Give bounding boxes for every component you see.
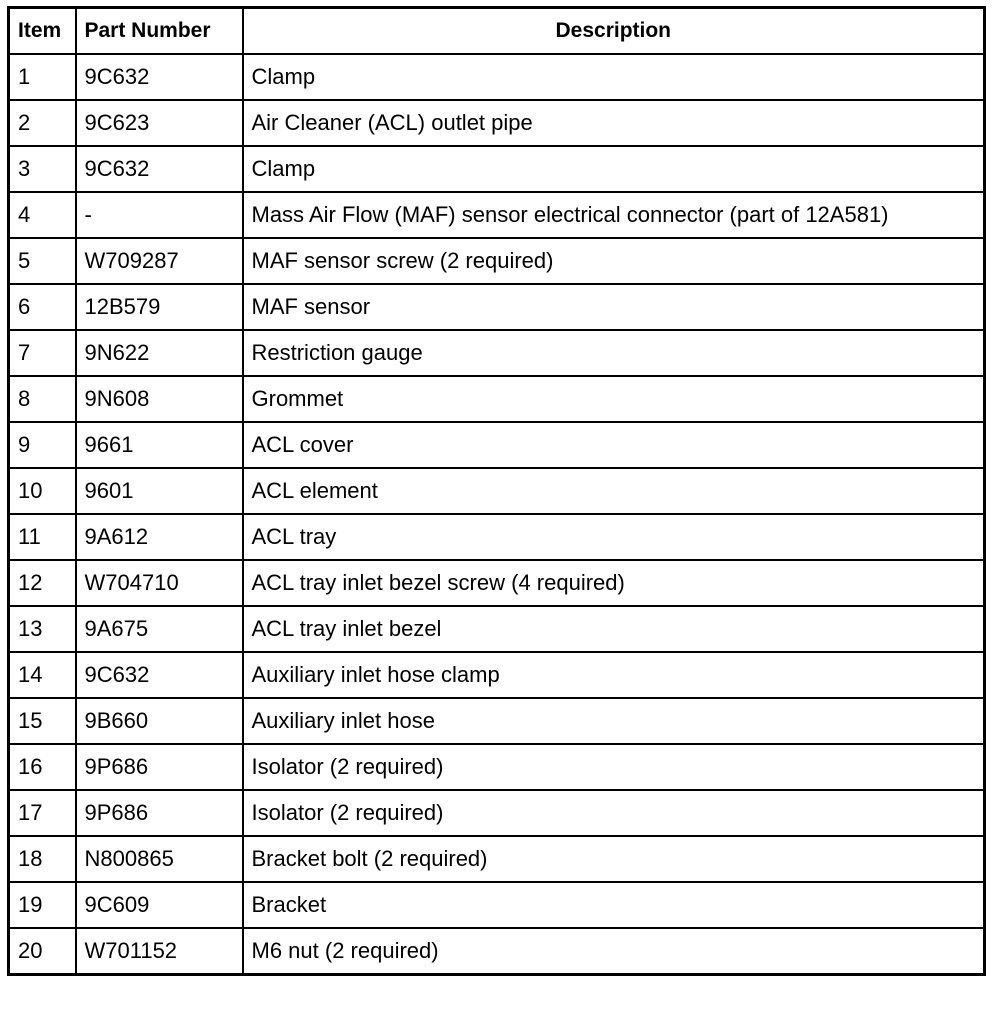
description-cell: Bracket <box>243 882 985 928</box>
description-cell: M6 nut (2 required) <box>243 928 985 975</box>
part-number-cell: 9A675 <box>76 606 243 652</box>
part-number-cell: 9C609 <box>76 882 243 928</box>
description-cell: Auxiliary inlet hose clamp <box>243 652 985 698</box>
part-number-cell: 9C632 <box>76 146 243 192</box>
item-cell: 16 <box>9 744 76 790</box>
table-row <box>9 468 985 514</box>
description-cell: Bracket bolt (2 required) <box>243 836 985 882</box>
description-cell: MAF sensor screw (2 required) <box>243 238 985 284</box>
part-number-cell: 9A612 <box>76 514 243 560</box>
description-cell: ACL cover <box>243 422 985 468</box>
part-number-cell: - <box>76 192 243 238</box>
part-number-cell: 9C632 <box>76 652 243 698</box>
item-cell: 10 <box>9 468 76 514</box>
table-row <box>9 790 985 836</box>
part-number-cell: 9B660 <box>76 698 243 744</box>
table-row <box>9 100 985 146</box>
header-description: Description <box>243 8 985 55</box>
item-cell: 11 <box>9 514 76 560</box>
item-cell: 5 <box>9 238 76 284</box>
item-cell: 4 <box>9 192 76 238</box>
item-cell: 2 <box>9 100 76 146</box>
table-row <box>9 330 985 376</box>
table-row <box>9 560 985 606</box>
item-cell: 7 <box>9 330 76 376</box>
item-cell: 18 <box>9 836 76 882</box>
table-row <box>9 146 985 192</box>
description-cell: Clamp <box>243 146 985 192</box>
description-cell: Grommet <box>243 376 985 422</box>
part-number-cell: 9P686 <box>76 744 243 790</box>
table-row <box>9 514 985 560</box>
part-number-cell: 9661 <box>76 422 243 468</box>
item-cell: 15 <box>9 698 76 744</box>
header-part-number: Part Number <box>76 8 243 55</box>
part-number-cell: W704710 <box>76 560 243 606</box>
item-cell: 13 <box>9 606 76 652</box>
description-cell: ACL tray <box>243 514 985 560</box>
description-cell: Mass Air Flow (MAF) sensor electrical connector (part of 12A581) <box>243 192 985 238</box>
description-cell: Air Cleaner (ACL) outlet pipe <box>243 100 985 146</box>
table-row <box>9 928 985 975</box>
item-cell: 9 <box>9 422 76 468</box>
description-cell: Isolator (2 required) <box>243 790 985 836</box>
item-cell: 3 <box>9 146 76 192</box>
item-cell: 6 <box>9 284 76 330</box>
table-header <box>9 8 985 55</box>
description-cell: ACL tray inlet bezel <box>243 606 985 652</box>
part-number-cell: 9N622 <box>76 330 243 376</box>
item-cell: 20 <box>9 928 76 975</box>
table-row <box>9 698 985 744</box>
table-row <box>9 744 985 790</box>
part-number-cell: W701152 <box>76 928 243 975</box>
item-cell: 14 <box>9 652 76 698</box>
table-row <box>9 376 985 422</box>
table-row <box>9 422 985 468</box>
description-cell: ACL element <box>243 468 985 514</box>
part-number-cell: 9P686 <box>76 790 243 836</box>
table-row <box>9 284 985 330</box>
table-row <box>9 882 985 928</box>
part-number-cell: 9C623 <box>76 100 243 146</box>
item-cell: 12 <box>9 560 76 606</box>
description-cell: Isolator (2 required) <box>243 744 985 790</box>
part-number-cell: 12B579 <box>76 284 243 330</box>
table-row <box>9 192 985 238</box>
table-row <box>9 836 985 882</box>
table-row <box>9 238 985 284</box>
parts-table <box>7 6 986 976</box>
description-cell: MAF sensor <box>243 284 985 330</box>
item-cell: 1 <box>9 54 76 100</box>
item-cell: 17 <box>9 790 76 836</box>
part-number-cell: N800865 <box>76 836 243 882</box>
table-row <box>9 652 985 698</box>
item-cell: 8 <box>9 376 76 422</box>
part-number-cell: 9601 <box>76 468 243 514</box>
part-number-cell: W709287 <box>76 238 243 284</box>
description-cell: Auxiliary inlet hose <box>243 698 985 744</box>
description-cell: ACL tray inlet bezel screw (4 required) <box>243 560 985 606</box>
part-number-cell: 9C632 <box>76 54 243 100</box>
table-row <box>9 54 985 100</box>
part-number-cell: 9N608 <box>76 376 243 422</box>
item-cell: 19 <box>9 882 76 928</box>
table-body <box>9 54 985 975</box>
header-row <box>9 8 985 55</box>
table-row <box>9 606 985 652</box>
description-cell: Restriction gauge <box>243 330 985 376</box>
description-cell: Clamp <box>243 54 985 100</box>
header-item: Item <box>9 8 76 55</box>
